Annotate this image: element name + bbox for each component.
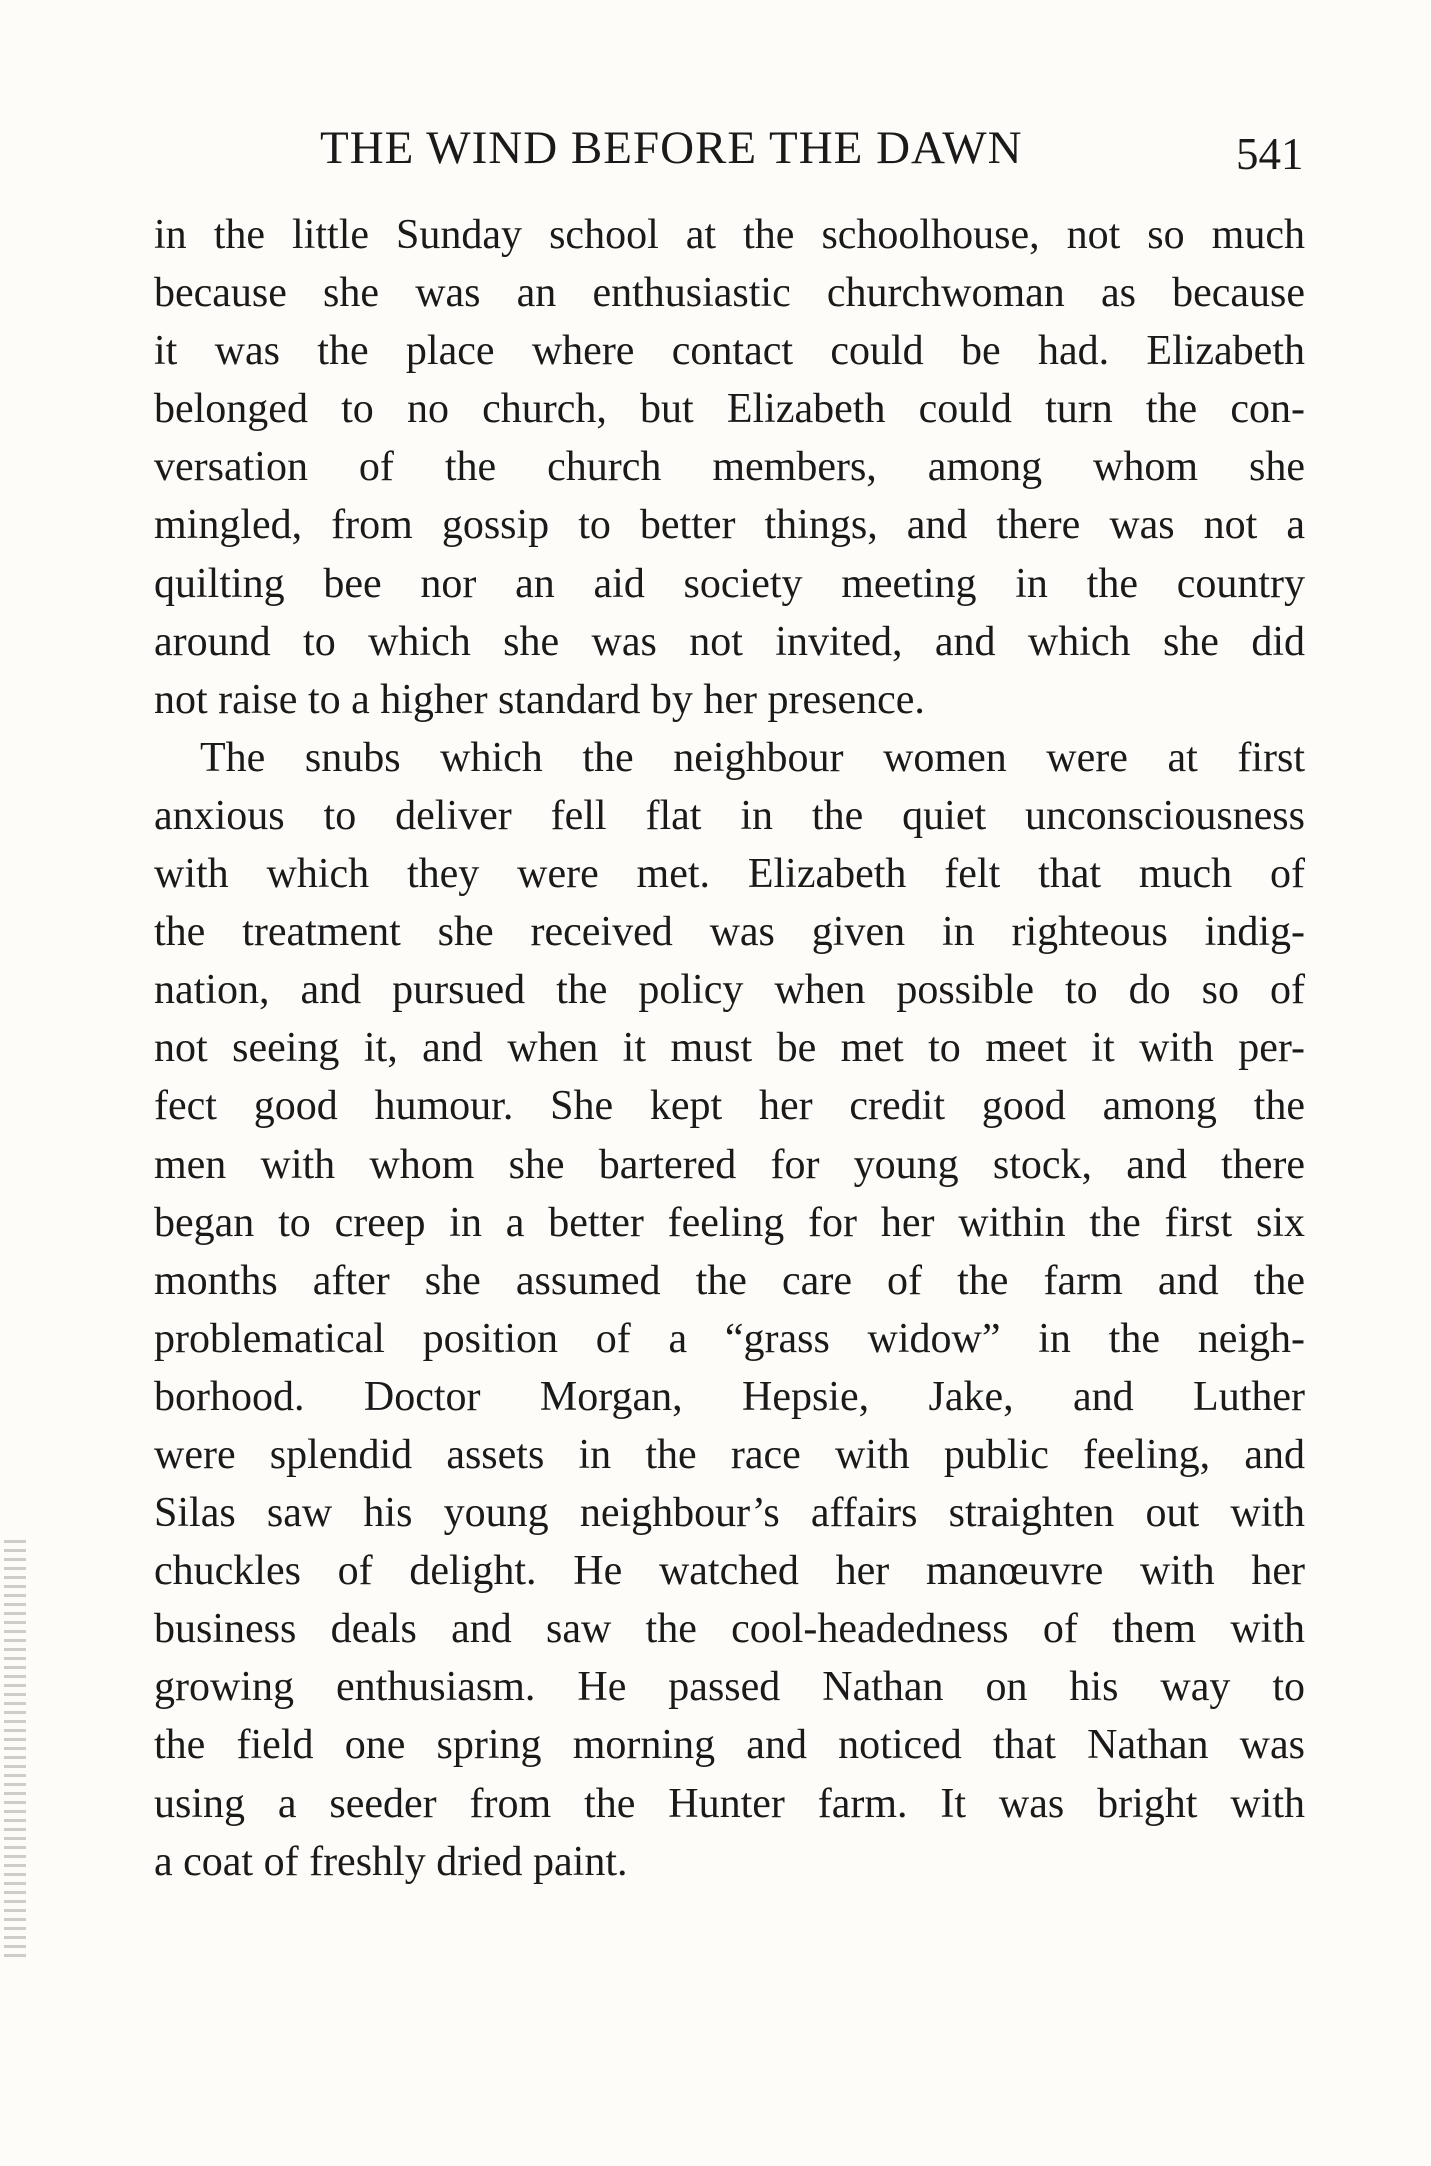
text-line: using a seeder from the Hunter farm. It was bright with — [154, 1780, 1305, 1827]
text-line: in the little Sunday school at the schoolhouse, not so much — [154, 212, 1305, 258]
text-line: quilting bee nor an aid society meeting in the country — [154, 560, 1305, 607]
text-line: a coat of freshly dried paint. — [154, 1838, 628, 1885]
text-line: mingled, from gossip to better things, and there was not a — [154, 502, 1305, 549]
text-line: not raise to a higher standard by her presence. — [154, 676, 925, 723]
text-line: business deals and saw the cool-headedness of them with — [154, 1606, 1305, 1653]
text-line: began to creep in a better feeling for her within the first six — [154, 1199, 1305, 1246]
text-line: The snubs which the neighbour women were at first — [200, 734, 1305, 781]
text-line: borhood. Doctor Morgan, Hepsie, Jake, and Luther — [154, 1373, 1305, 1420]
text-line: fect good humour. She kept her credit good among the — [154, 1083, 1305, 1130]
text-line: versation of the church members, among whom she — [154, 444, 1305, 491]
running-title: THE WIND BEFORE THE DAWN — [320, 122, 1023, 174]
text-line: the field one spring morning and noticed that Nathan was — [154, 1722, 1305, 1769]
text-line: men with whom she bartered for young stock, and there — [154, 1141, 1305, 1188]
page-header — [0, 118, 1431, 178]
text-line: were splendid assets in the race with public feeling, and — [154, 1431, 1305, 1478]
text-line: Silas saw his young neighbour’s affairs straighten out with — [154, 1490, 1305, 1537]
text-line: not seeing it, and when it must be met to meet it with per- — [154, 1025, 1305, 1072]
text-line: because she was an enthusiastic churchwoman as because — [154, 270, 1305, 317]
body-text — [154, 206, 1305, 1891]
text-line: nation, and pursued the policy when possible to do so of — [154, 967, 1305, 1014]
text-line: months after she assumed the care of the farm and the — [154, 1257, 1305, 1304]
text-line: around to which she was not invited, and which she did — [154, 618, 1305, 665]
text-line: with which they were met. Elizabeth felt that much of — [154, 851, 1305, 898]
binding-edge-shadow — [4, 1540, 26, 1960]
text-line: belonged to no church, but Elizabeth could turn the con- — [154, 386, 1305, 433]
text-line: chuckles of delight. He watched her manœuvre with her — [154, 1548, 1305, 1595]
text-line: problematical position of a “grass widow” in the neigh- — [154, 1315, 1305, 1362]
page-number: 541 — [1236, 129, 1304, 179]
text-line: anxious to deliver fell flat in the quiet unconsciousness — [154, 792, 1305, 839]
text-line: growing enthusiasm. He passed Nathan on his way to — [154, 1664, 1305, 1711]
text-line: the treatment she received was given in righteous indig- — [154, 909, 1305, 956]
text-line: it was the place where contact could be had. Elizabeth — [154, 328, 1305, 375]
